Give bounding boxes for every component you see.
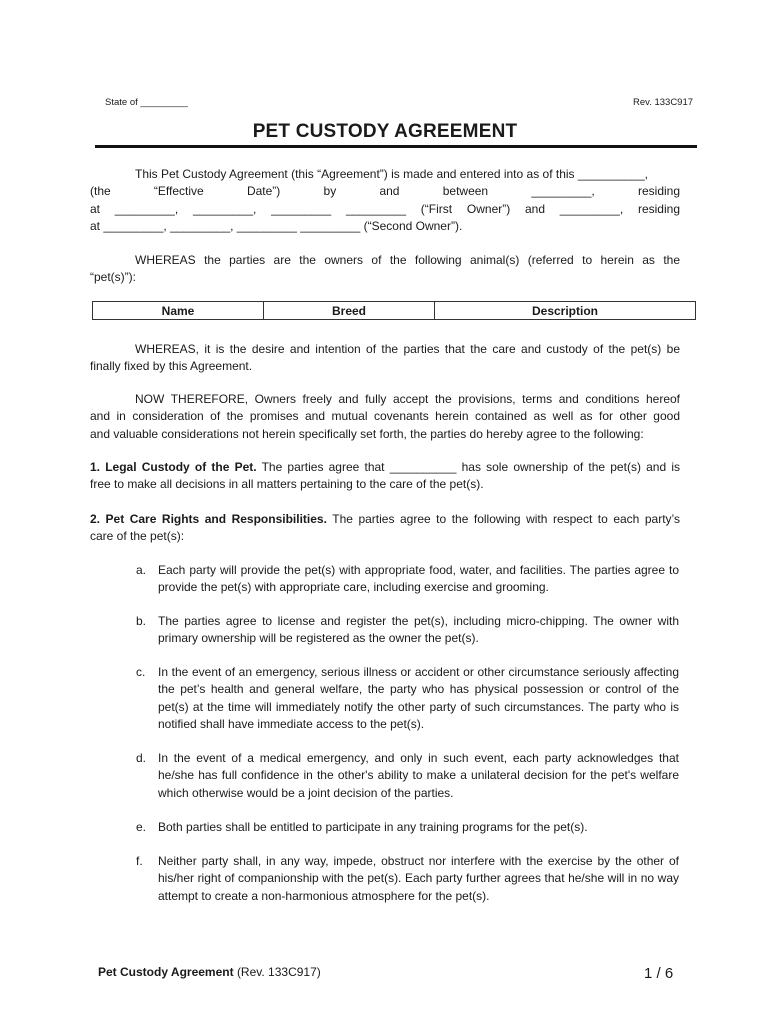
whereas-paragraph-2	[90, 341, 680, 376]
list-item-label: a.	[136, 563, 147, 577]
list-item-label: c.	[136, 665, 146, 679]
pets-table-header-row	[93, 302, 696, 320]
state-label: State of _________	[105, 97, 188, 108]
list-item-text: In the event of a medical emergency, and only in such event, each party acknowledges that he/she has full confidence in the other's ability to make a unilateral decision for the pet's welfare which otherwise would be a joint decision of the parties.	[158, 751, 679, 800]
document-title: PET CUSTODY AGREEMENT	[252, 121, 518, 142]
revision-label: Rev. 133C917	[633, 97, 694, 108]
section-2-heading: 2. Pet Care Rights and Responsibilities.	[90, 512, 327, 526]
section-2-line-1: The parties agree to the following with respect to each party’s	[332, 512, 680, 526]
list-item	[136, 819, 681, 837]
list-item-text: Both parties shall be entitled to participate in any training programs for the pet(s).	[158, 820, 588, 834]
whereas-paragraph-1	[90, 252, 680, 287]
pets-table-header-breed: Breed	[264, 302, 435, 320]
now-therefore-line-1: NOW THEREFORE, Owners freely and fully accept the provisions, terms and conditions hereof	[135, 392, 680, 406]
pets-table-header-description: Description	[435, 302, 696, 320]
list-item	[136, 853, 681, 907]
footer-document-name	[98, 965, 321, 979]
pets-table-header-name: Name	[93, 302, 264, 320]
section-2	[90, 511, 680, 546]
whereas-1-line-1: WHEREAS the parties are the owners of the following animal(s) (referred to herein as the	[135, 253, 680, 267]
intro-line-2: (the “Effective Date”) by and between _________, residing	[90, 184, 680, 199]
intro-line-4: at _________, _________, _________ _________ (“Second Owner”).	[90, 218, 463, 233]
footer-revision: (Rev. 133C917)	[236, 965, 321, 979]
footer-doc-title: Pet Custody Agreement	[98, 965, 234, 979]
list-item-label: f.	[136, 854, 143, 868]
now-therefore-paragraph	[90, 391, 680, 443]
list-item-text: The parties agree to license and register the pet(s), including micro-chipping. The owner with primary ownership will be registered as the owner the pet(s).	[158, 614, 679, 646]
intro-line-1: This Pet Custody Agreement (this “Agreement”) is made and entered into as of this __________,	[135, 167, 648, 181]
now-therefore-line-2: and in consideration of the promises and mutual covenants herein contained as well as for other good	[90, 409, 680, 424]
list-item-text: Neither party shall, in any way, impede, obstruct nor interfere with the exercise by the other of his/her right of companionship with the pet(s). Each party further agrees that he/she will in no way attempt to create a non-harmonious atmosphere for the pet(s).	[158, 854, 679, 903]
list-item-text: In the event of an emergency, serious illness or accident or other circumstance seriously affecting the pet’s health and general welfare, the party who has physical possession or control of the pet(s) at the time will immediately notify the other party of such circumstances. The party who is notified shall have immediate access to the pet(s).	[158, 665, 679, 731]
list-item-label: d.	[136, 751, 147, 765]
title-divider	[95, 145, 697, 148]
section-2-line-2: care of the pet(s):	[90, 529, 185, 544]
list-item-label: e.	[136, 820, 147, 834]
list-item	[136, 613, 681, 649]
list-item	[136, 562, 681, 598]
section-1-heading: 1. Legal Custody of the Pet.	[90, 460, 257, 474]
page-number: 1 / 6	[644, 965, 674, 982]
list-item-text: Each party will provide the pet(s) with appropriate food, water, and facilities. The parties agree to provide the pet(s) with appropriate care, including exercise and grooming.	[158, 563, 679, 595]
section-1-line-2: free to make all decisions in all matters pertaining to the care of the pet(s).	[90, 477, 484, 492]
now-therefore-line-3: and valuable considerations not herein specifically set forth, the parties do hereby agree to the following:	[90, 426, 644, 441]
list-item-label: b.	[136, 614, 147, 628]
section-1-line-1: The parties agree that __________ has sole ownership of the pet(s) and is	[261, 460, 680, 474]
pets-table	[92, 301, 696, 320]
whereas-2-line-1: WHEREAS, it is the desire and intention of the parties that the care and custody of the pet(s) be	[135, 342, 680, 356]
list-item	[136, 750, 681, 804]
whereas-1-line-2: “pet(s)”):	[90, 270, 136, 285]
section-1	[90, 459, 680, 494]
whereas-2-line-2: finally fixed by this Agreement.	[90, 359, 253, 374]
intro-paragraph	[90, 166, 680, 235]
list-item	[136, 664, 681, 736]
intro-line-3: at _________, _________, _________ _________ (“First Owner”) and _________, residing	[90, 201, 680, 216]
